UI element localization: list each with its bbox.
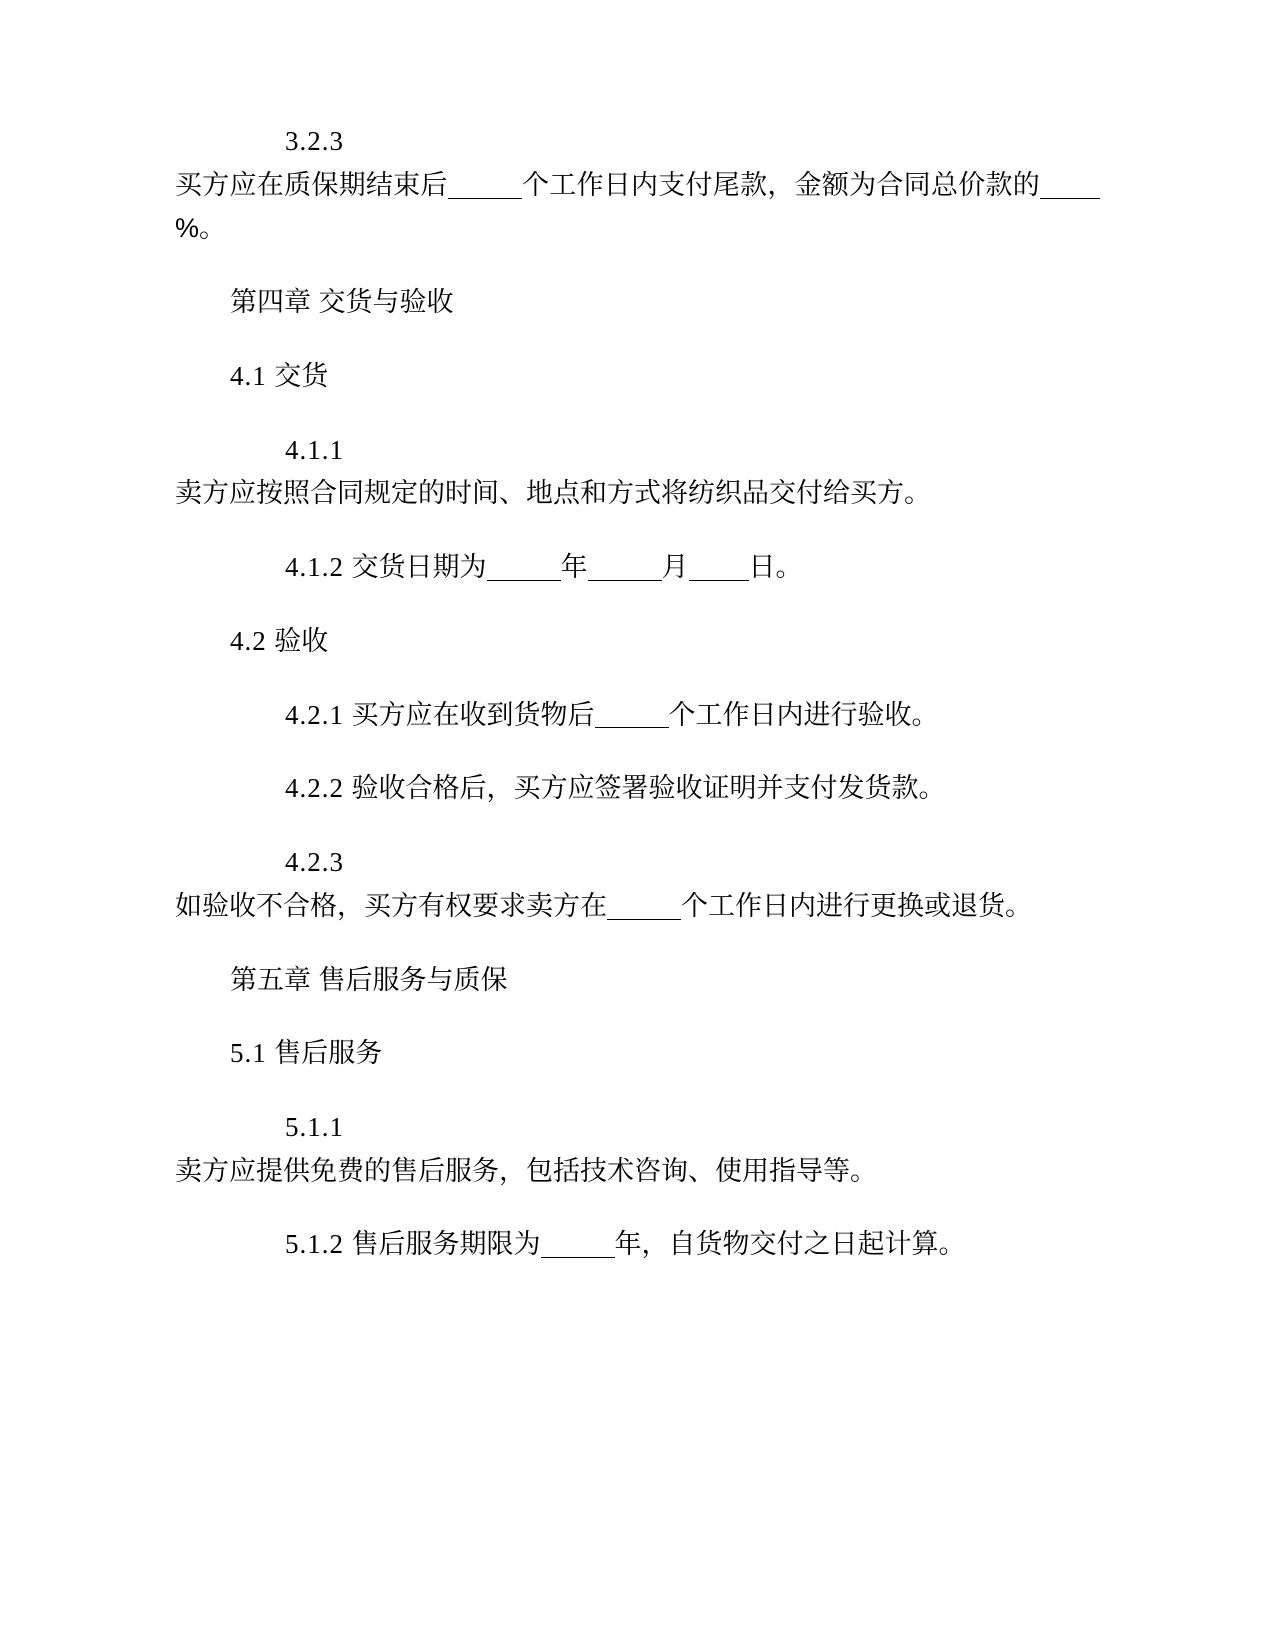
clause-number-4-1-1: 4.1.1	[285, 434, 344, 465]
chapter-5-heading: 第五章 售后服务与质保	[230, 964, 508, 995]
clause-4-2-1	[175, 694, 1100, 738]
document-body	[175, 120, 1100, 1267]
section-4-2-heading	[175, 620, 1100, 664]
section-title-4-1: 交货	[274, 360, 329, 391]
clause-4-2-3-text-2: 个工作日内进行更换或退货。	[681, 890, 1032, 921]
clause-number-4-2-2: 4.2.2	[285, 773, 344, 804]
section-number-5-1: 5.1	[230, 1038, 267, 1069]
clause-4-2-3	[175, 841, 1100, 928]
clause-5-1-2	[175, 1223, 1100, 1267]
clause-5-1-2-text-2: 年，自货物交付之日起计算。	[614, 1229, 966, 1260]
clause-4-2-1-text-1: 买方应在收到货物后	[351, 699, 595, 730]
clause-5-1-2-text-1: 售后服务期限为	[351, 1229, 541, 1260]
fill-blank-percent-final-payment[interactable]	[1040, 171, 1100, 199]
section-number-4-1: 4.1	[230, 360, 267, 391]
clause-3-2-3-text-3: %。	[175, 213, 227, 244]
clause-3-2-3	[175, 120, 1100, 251]
clause-number-4-2-1: 4.2.1	[285, 699, 344, 730]
clause-5-1-1	[175, 1106, 1100, 1193]
fill-blank-delivery-month[interactable]	[588, 553, 662, 581]
clause-number-3-2-3: 3.2.3	[285, 126, 344, 156]
clause-4-1-1-text: 卖方应按照合同规定的时间、地点和方式将纺织品交付给买方。	[175, 478, 931, 509]
fill-blank-replacement-days[interactable]	[607, 892, 681, 920]
fill-blank-delivery-year[interactable]	[487, 553, 561, 581]
clause-number-5-1-2: 5.1.2	[285, 1229, 344, 1260]
section-5-1-heading	[175, 1032, 1100, 1076]
fill-blank-inspection-days[interactable]	[595, 700, 669, 728]
clause-4-2-2	[175, 767, 1100, 811]
clause-number-5-1-1: 5.1.1	[285, 1112, 344, 1143]
clause-4-2-2-text: 验收合格后，买方应签署验收证明并支付发货款。	[351, 773, 946, 804]
clause-number-4-2-3: 4.2.3	[285, 847, 344, 878]
clause-4-2-3-text-1: 如验收不合格，买方有权要求卖方在	[175, 890, 607, 921]
clause-number-4-1-2: 4.1.2	[285, 552, 344, 583]
clause-4-1-2	[175, 546, 1100, 590]
fill-blank-service-years[interactable]	[541, 1230, 615, 1258]
clause-4-1-2-text-3: 月	[661, 552, 689, 583]
clause-4-1-2-text-2: 年	[560, 552, 588, 583]
clause-3-2-3-text-1: 买方应在质保期结束后	[175, 169, 448, 200]
section-title-4-2: 验收	[274, 625, 329, 656]
section-title-5-1: 售后服务	[274, 1038, 383, 1069]
clause-4-1-2-text-1: 交货日期为	[351, 552, 487, 583]
clause-4-1-2-text-4: 日。	[748, 552, 803, 583]
clause-5-1-1-text: 卖方应提供免费的售后服务，包括技术咨询、使用指导等。	[175, 1155, 877, 1186]
clause-4-1-1	[175, 429, 1100, 516]
fill-blank-delivery-day[interactable]	[689, 553, 749, 581]
chapter-4-heading: 第四章 交货与验收	[230, 287, 454, 318]
fill-blank-days-final-payment[interactable]	[448, 171, 522, 199]
section-number-4-2: 4.2	[230, 625, 267, 656]
clause-3-2-3-text-2: 个工作日内支付尾款，金额为合同总价款的	[521, 169, 1041, 200]
section-4-1-heading	[175, 355, 1100, 399]
clause-4-2-1-text-2: 个工作日内进行验收。	[668, 699, 939, 730]
